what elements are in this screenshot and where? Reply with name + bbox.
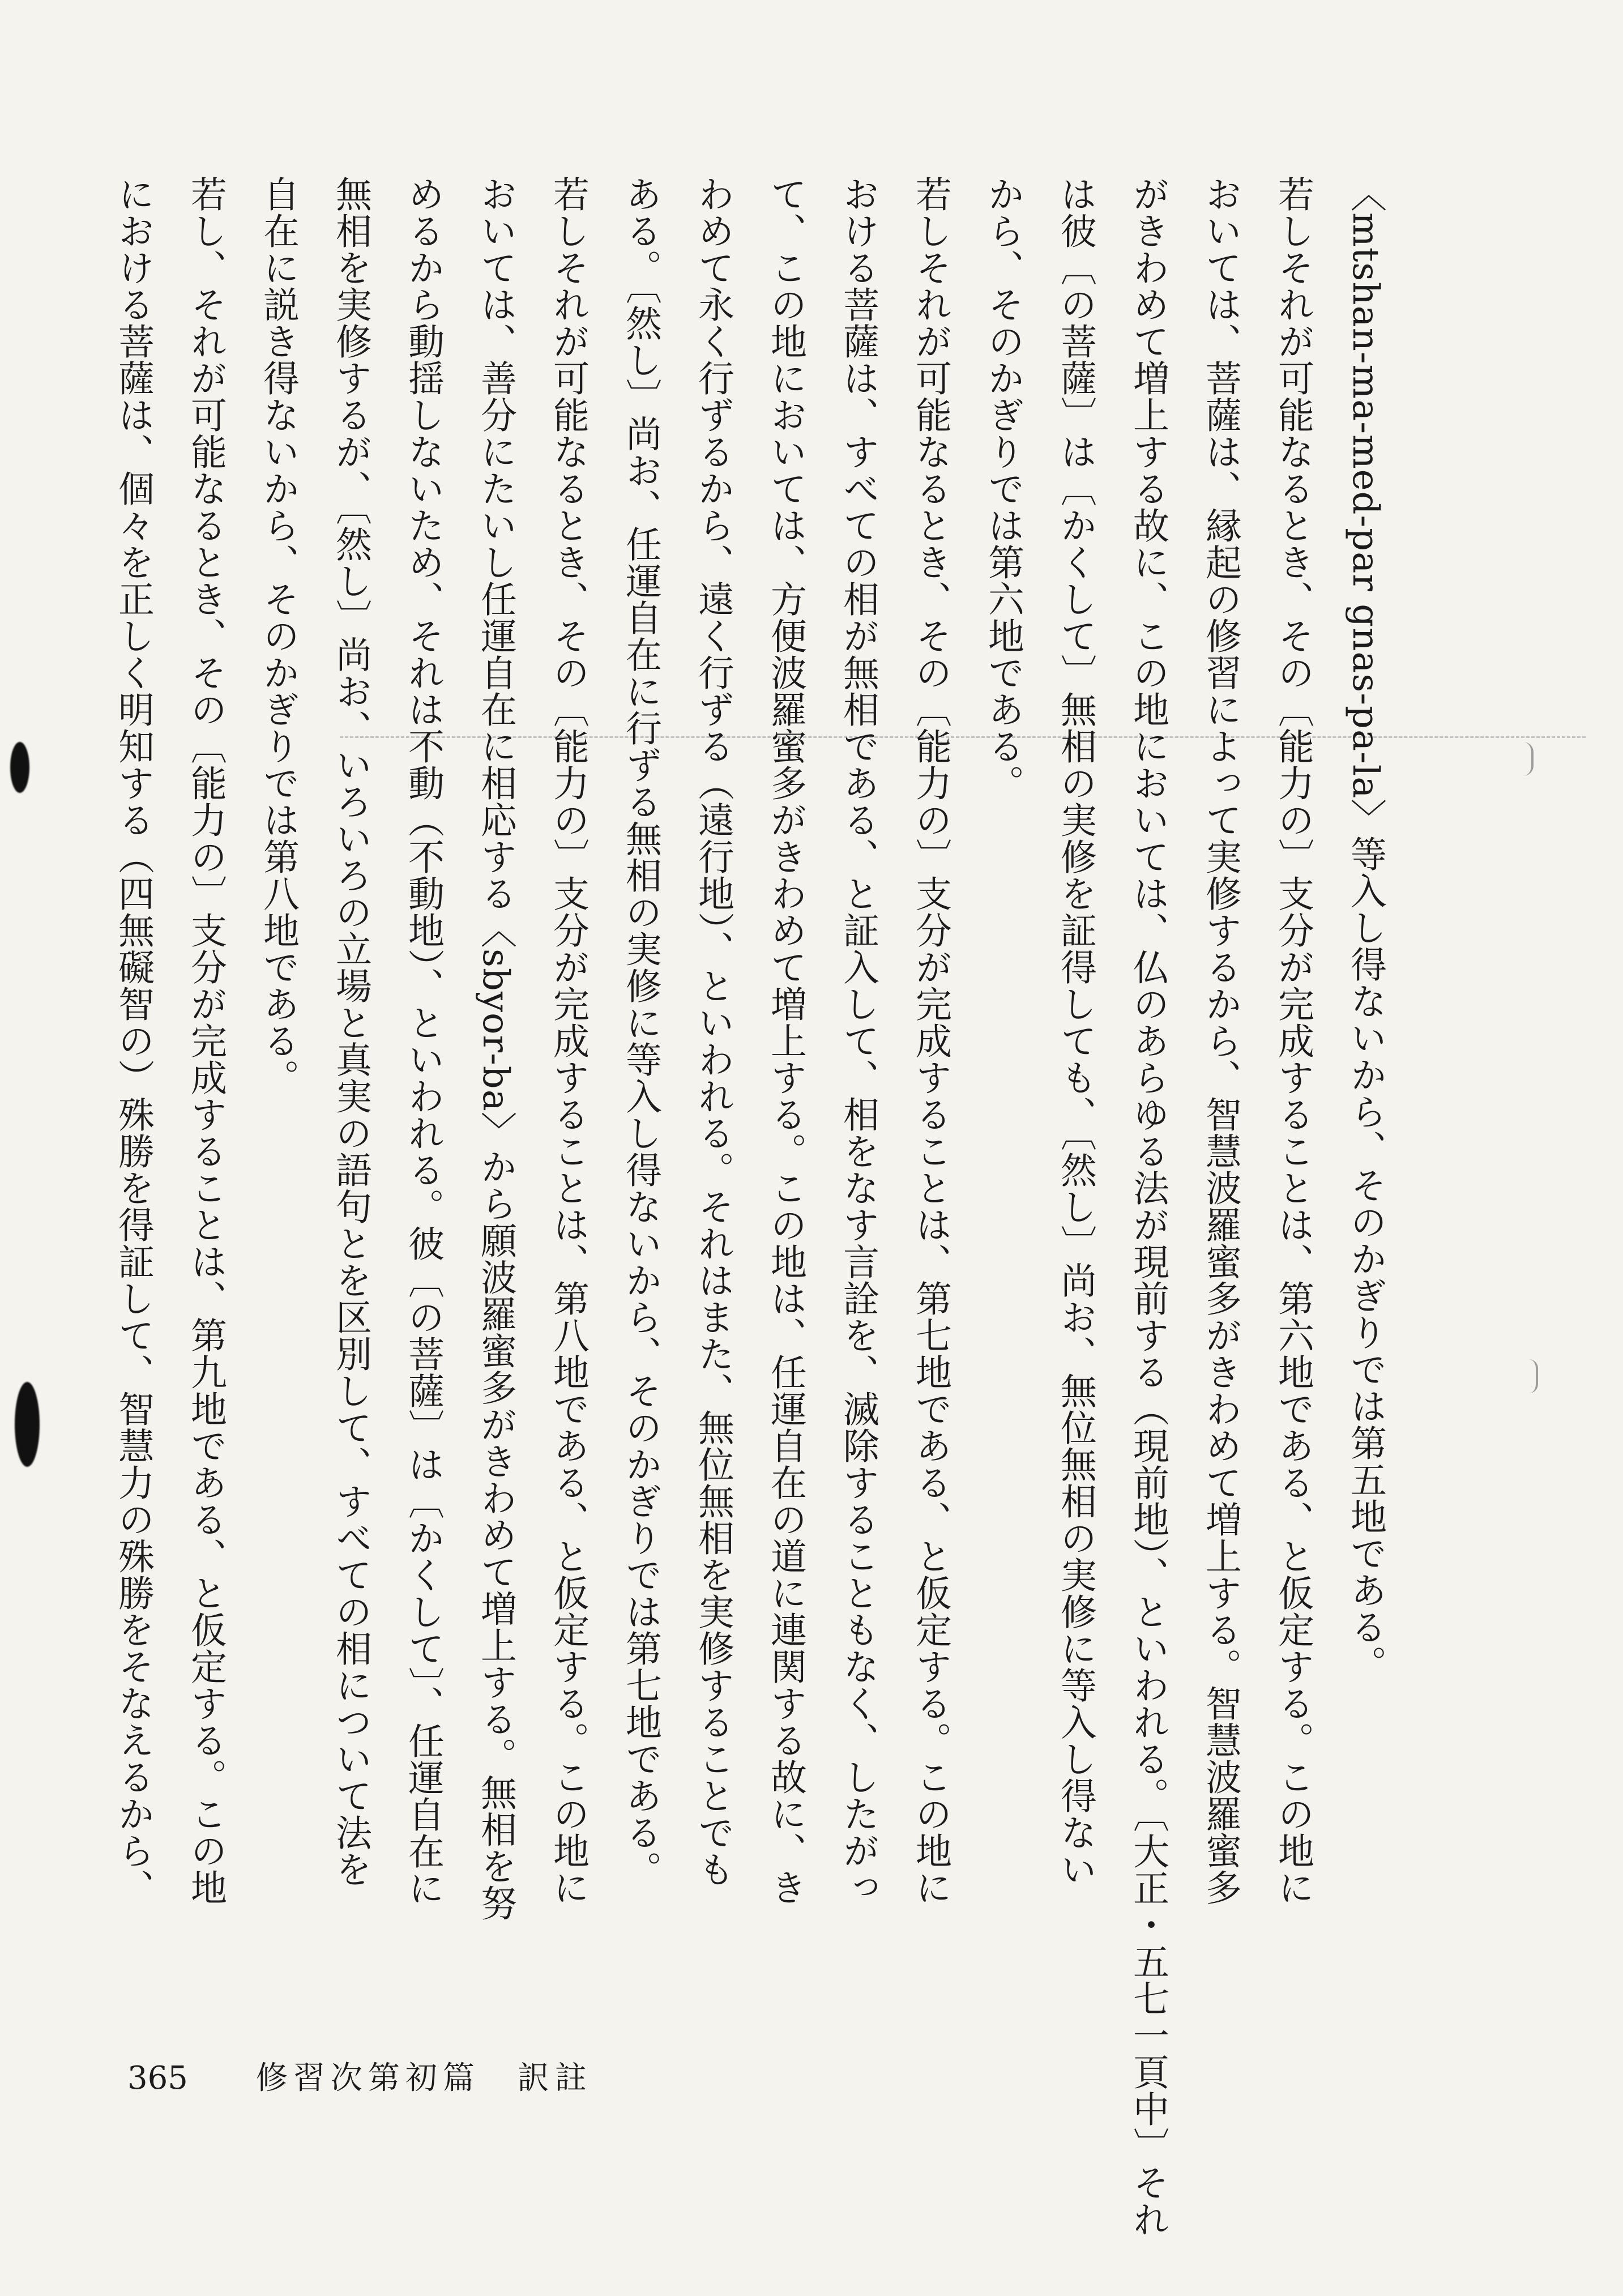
text-column-12: 若しそれが可能なるとき、その〔能力の〕支分が完成することは、第八地である、と仮定する。この地に xyxy=(547,176,589,1906)
binding-hole-top xyxy=(10,742,29,793)
page-footer xyxy=(127,2053,592,2098)
text-column-9: て、この地においては、方便波羅蜜多がきわめて増上する。この地は、任運自在の道に連関する故に、き xyxy=(764,176,806,1906)
text-column-6: から、そのかぎりでは第六地である。 xyxy=(982,176,1024,801)
text-column-1: 〈mtshan-ma-med-par gnas-pa-la〉等入し得ないから、そのかぎりでは第五地である。 xyxy=(1344,176,1386,1683)
text-column-16: 自在に説き得ないから、そのかぎりでは第八地である。 xyxy=(257,176,299,1096)
text-column-4: がきわめて増上する故に、この地においては、仏のあらゆる法が現前する（現前地）、といわれる。〔大正・五七一頁中〕それ xyxy=(1127,176,1169,2238)
text-column-10: わめて永く行ずるから、遠く行ずる（遠行地）、といわれる。それはまた、無位無相を実修することでも xyxy=(692,176,734,1888)
text-column-18: における菩薩は、個々を正しく明知する（四無礙智の）殊勝を得証して、智慧力の殊勝をそなえるから、 xyxy=(112,176,154,1906)
binding-hole-bottom xyxy=(15,1382,40,1467)
text-column-5: は彼〔の菩薩〕は〔かくして〕無相の実修を証得しても、〔然し〕尚お、無位無相の実修に等入し得ない xyxy=(1054,176,1096,1888)
margin-mark-top xyxy=(1523,742,1534,776)
text-column-2: 若しそれが可能なるとき、その〔能力の〕支分が完成することは、第六地である、と仮定する。この地に xyxy=(1272,176,1314,1906)
text-column-3: おいては、菩薩は、縁起の修習によって実修するから、智慧波羅蜜多がきわめて増上する。智慧波羅蜜多 xyxy=(1199,176,1241,1906)
page-number: 365 xyxy=(127,2060,188,2097)
text-column-14: めるから動揺しないため、それは不動（不動地）、といわれる。彼〔の菩薩〕は〔かくして〕、任運自在に xyxy=(402,176,444,1906)
running-title: 修習次第初篇 訳註 xyxy=(255,2060,592,2097)
text-column-15: 無相を実修するが、〔然し〕尚お、いろいろの立場と真実の語句とを区別して、すべての相について法を xyxy=(330,176,371,1888)
text-column-11: ある。〔然し〕尚お、任運自在に行ずる無相の実修に等入し得ないから、そのかぎりでは第七地である。 xyxy=(620,176,661,1888)
margin-mark-bottom xyxy=(1529,1359,1538,1393)
text-column-13: おいては、善分にたいし任運自在に相応する〈sbyor-ba〉から願波羅蜜多がきわめて増上する。無相を努 xyxy=(475,176,516,1922)
text-column-17: 若し、それが可能なるとき、その〔能力の〕支分が完成することは、第九地である、と仮定する。この地 xyxy=(185,176,227,1906)
text-column-7: 若しそれが可能なるとき、その〔能力の〕支分が完成することは、第七地である、と仮定する。この地に xyxy=(909,176,951,1906)
text-column-8: おける菩薩は、すべての相が無相である、と証入して、相をなす言詮を、滅除することもなく、したがっ xyxy=(837,176,879,1906)
